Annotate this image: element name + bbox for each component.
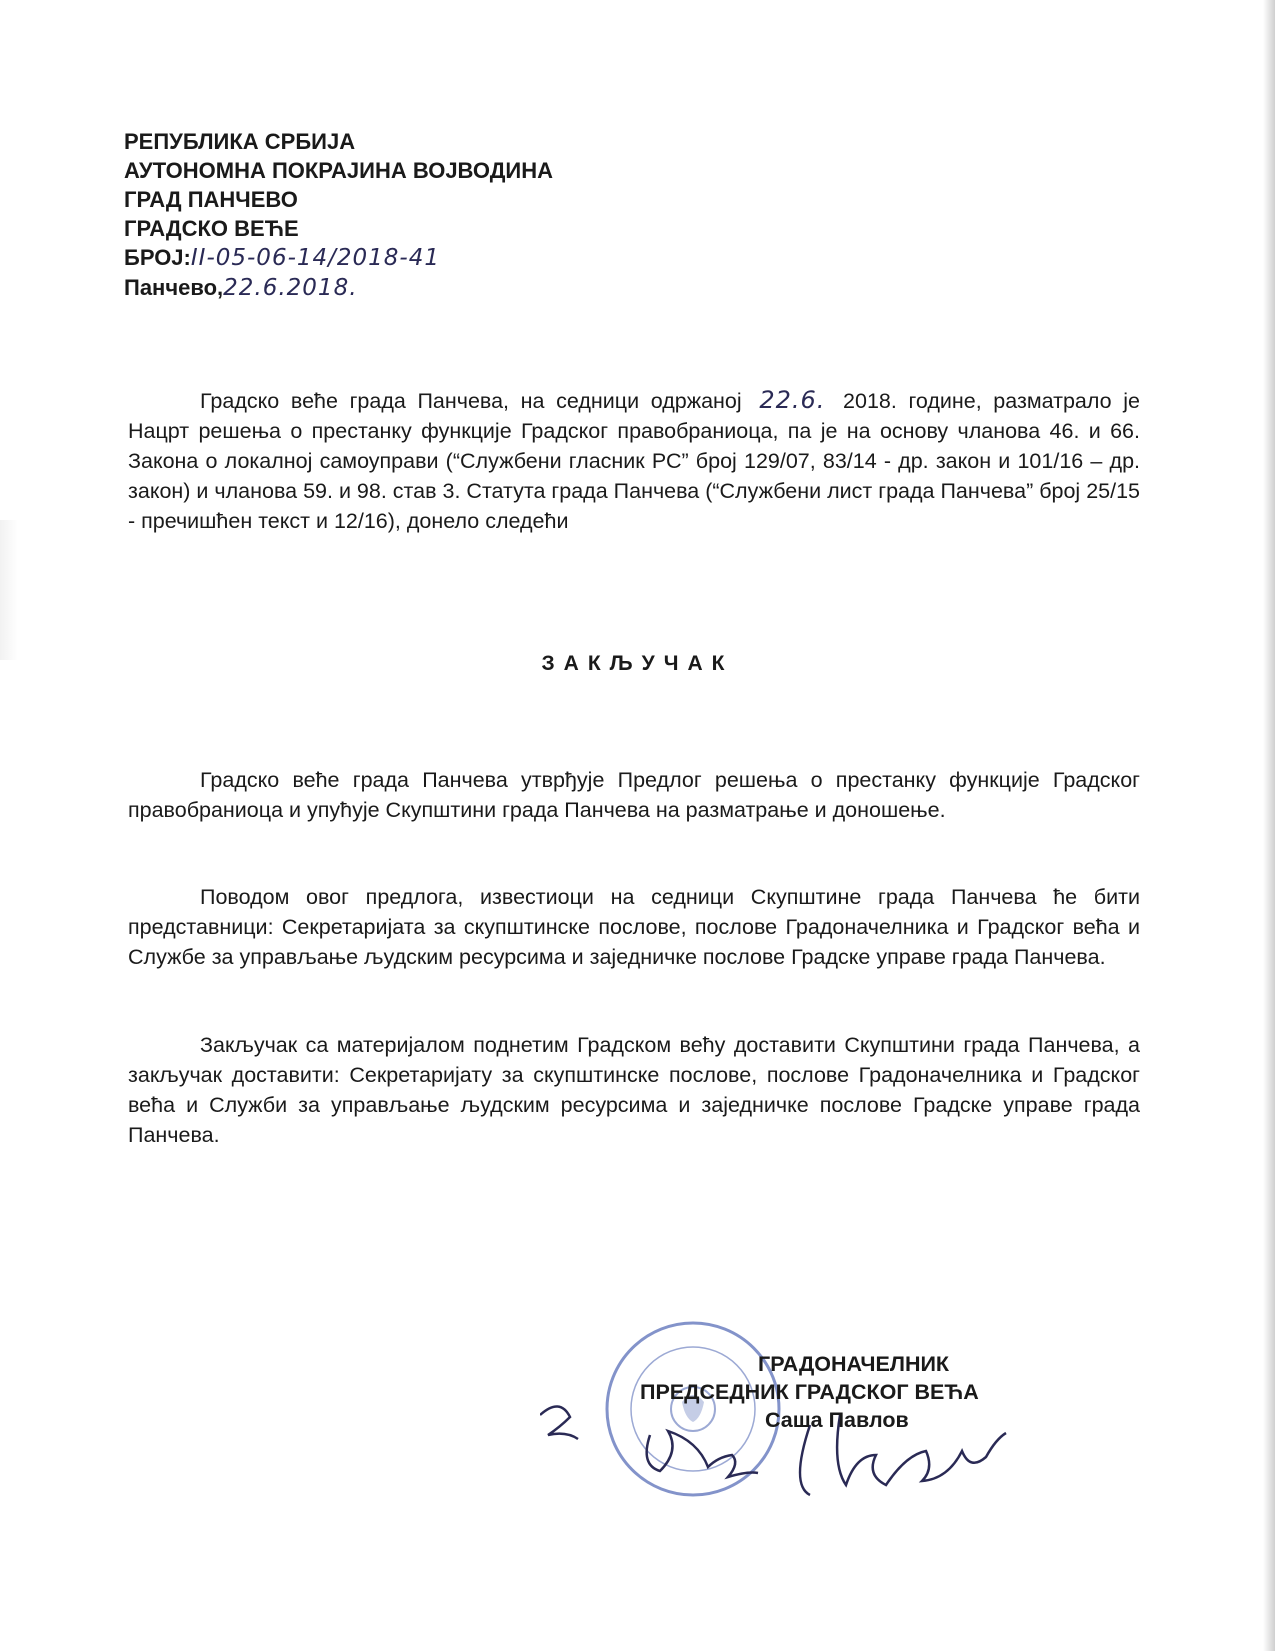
intro-text-end: 2018. године, разматрало је Нацрт решења о престанку функције Градског правобраниоца, па је на основу чланова 46. и 66. Закона о локалној самоуправи (“Службени гласник РС” број 129/07, 83/14 - др. закон и 101/16 – др. закон) и чланова 59. и 98. став 3. Статута града Панчева (“Службени лист града Панчева” број 25/15 - пречишћен текст и 12/16), донело следећи (128, 389, 1140, 533)
signature-name: Саша Павлов (765, 1408, 909, 1432)
paragraph-3-text: Закључак са материјалом поднетим Градском већу доставити Скупштини града Панчева, а закључак доставити: Секретаријату за скупштинске послове, послове Градоначелника и Градског већа и Служби за управљање људским ресурсима и заједничке послове Градске управе града Панчева. (128, 1033, 1140, 1147)
paragraph-1-text: Градско веће града Панчева утврђује Предлог решења о престанку функције Градског правобраниоца и упућује Скупштини града Панчева на разматрање и доношење. (128, 768, 1140, 822)
date-handwritten: 22.6.2018. (223, 275, 358, 301)
header-province: АУТОНОМНА ПОКРАЈИНА ВОЈВОДИНА (124, 158, 553, 183)
document-header (124, 127, 553, 303)
header-place-date (124, 273, 553, 303)
document-title: ЗАКЉУЧАК (541, 652, 734, 675)
paragraph-2 (128, 882, 1140, 972)
header-city: ГРАД ПАНЧЕВО (124, 187, 298, 212)
signature-title-mayor: ГРАДОНАЧЕЛНИК (758, 1352, 950, 1376)
paragraph-2-text: Поводом овог предлога, известиоци на седници Скупштине града Панчева ће бити представници: Секретаријата за скупштинске послове, послове Градоначелника и Градског већа и Службе за управљање људским ресурсима и заједничке послове Градске управе града Панчева. (128, 885, 1140, 969)
header-republic: РЕПУБЛИКА СРБИЈА (124, 129, 356, 154)
scan-artifact (0, 520, 18, 660)
signature-title-president: ПРЕДСЕДНИК ГРАДСКОГ ВЕЋА (640, 1380, 979, 1404)
intro-paragraph (128, 385, 1140, 536)
number-handwritten: II-05-06-14/2018-41 (190, 245, 440, 271)
number-label: БРОЈ: (124, 245, 191, 270)
place-label: Панчево, (124, 275, 224, 300)
paragraph-1 (128, 765, 1140, 825)
paragraph-3 (128, 1030, 1140, 1150)
header-council: ГРАДСКО ВЕЋЕ (124, 216, 299, 241)
session-date-handwritten: 22.6. (759, 386, 826, 414)
signature-block (640, 1350, 979, 1434)
intro-text-start: Градско веће града Панчева, на седници одржаној (200, 389, 742, 413)
header-number (124, 243, 553, 273)
page-edge-shadow (1263, 0, 1275, 1651)
